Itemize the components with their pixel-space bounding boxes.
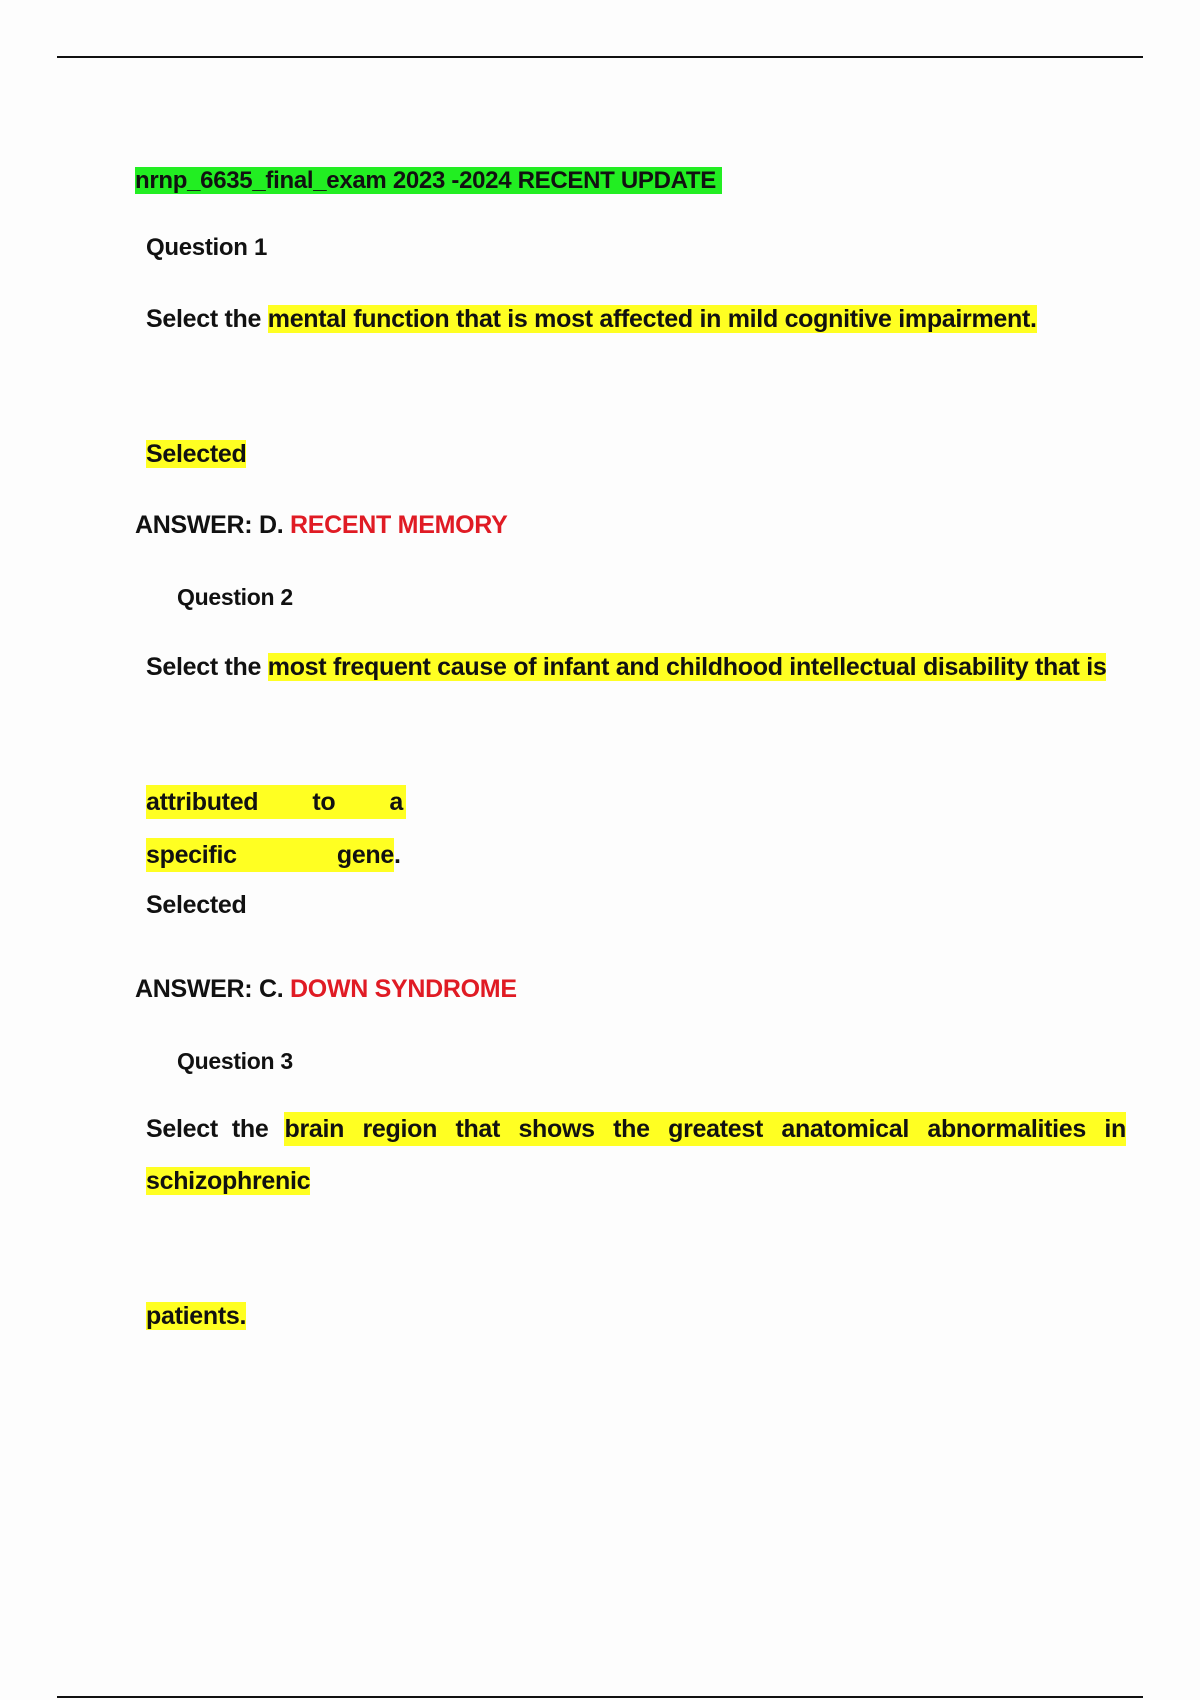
question-1-answer <box>135 508 507 542</box>
question-1-label: Question 1 <box>146 234 268 261</box>
q2-word-gene: gene <box>336 841 394 869</box>
question-2-cont-1-highlight <box>146 785 406 819</box>
question-1-selected-text: Selected <box>146 440 247 468</box>
question-1-prompt-highlight: mental function that is most affected in mild cognitive impairment. <box>267 305 1037 333</box>
question-2-answer-value: DOWN SYNDROME <box>290 975 517 1003</box>
q3-word-select: Select <box>146 1115 218 1143</box>
question-1-prompt-plain: Select the <box>146 305 262 333</box>
q2-word-a: a <box>389 788 403 816</box>
question-1-selected <box>146 437 246 471</box>
q3-word-in: in <box>1104 1115 1126 1143</box>
q3-word-patients: patients. <box>146 1302 247 1330</box>
q2-period: . <box>394 841 401 869</box>
question-3-prompt-cont-1 <box>146 1164 310 1198</box>
q2-word-to: to <box>312 788 336 816</box>
question-3-prompt-cont-2 <box>146 1299 246 1333</box>
question-2-prompt-plain: Select the <box>146 653 262 681</box>
q3-word-anatomical: anatomical <box>781 1115 909 1143</box>
q3-word-region: region <box>362 1115 438 1143</box>
question-2-prompt <box>146 650 1106 684</box>
question-3-label: Question 3 <box>177 1048 293 1074</box>
top-rule <box>57 56 1143 58</box>
question-2-answer-prefix: ANSWER: C. <box>135 975 284 1003</box>
q3-word-brain: brain <box>284 1115 345 1143</box>
q3-word-schizophrenic: schizophrenic <box>146 1167 311 1195</box>
question-3-prompt-highlight <box>284 1112 1126 1146</box>
question-2-selected: Selected <box>146 891 247 919</box>
document-title <box>135 164 722 198</box>
question-2-prompt-highlight: most frequent cause of infant and childhood intellectual disability that is <box>267 653 1107 681</box>
question-1-answer-prefix: ANSWER: D. <box>135 511 284 539</box>
q3-word-abnormalities: abnormalities <box>927 1115 1086 1143</box>
question-2-prompt-cont-1 <box>146 785 406 819</box>
question-3-prompt <box>146 1112 1126 1146</box>
question-1-answer-value: RECENT MEMORY <box>290 511 508 539</box>
document-title-text: nrnp_6635_final_exam 2023 -2024 RECENT UPDATE <box>135 167 722 194</box>
q2-word-attributed: attributed <box>146 788 259 816</box>
q3-word-greatest: greatest <box>668 1115 763 1143</box>
question-2-prompt-cont-2 <box>146 838 401 872</box>
bottom-rule <box>57 1696 1143 1698</box>
question-1-prompt <box>146 302 1037 336</box>
question-3-prompt-plain <box>146 1112 268 1146</box>
question-2-answer <box>135 972 517 1006</box>
q3-word-that: that <box>455 1115 501 1143</box>
q3-word-the-2: the <box>613 1115 650 1143</box>
question-2-cont-2-highlight <box>146 838 394 872</box>
q3-word-the: the <box>231 1115 269 1143</box>
q2-word-specific: specific <box>146 841 237 869</box>
q3-word-shows: shows <box>518 1115 595 1143</box>
question-2-label: Question 2 <box>177 584 293 610</box>
